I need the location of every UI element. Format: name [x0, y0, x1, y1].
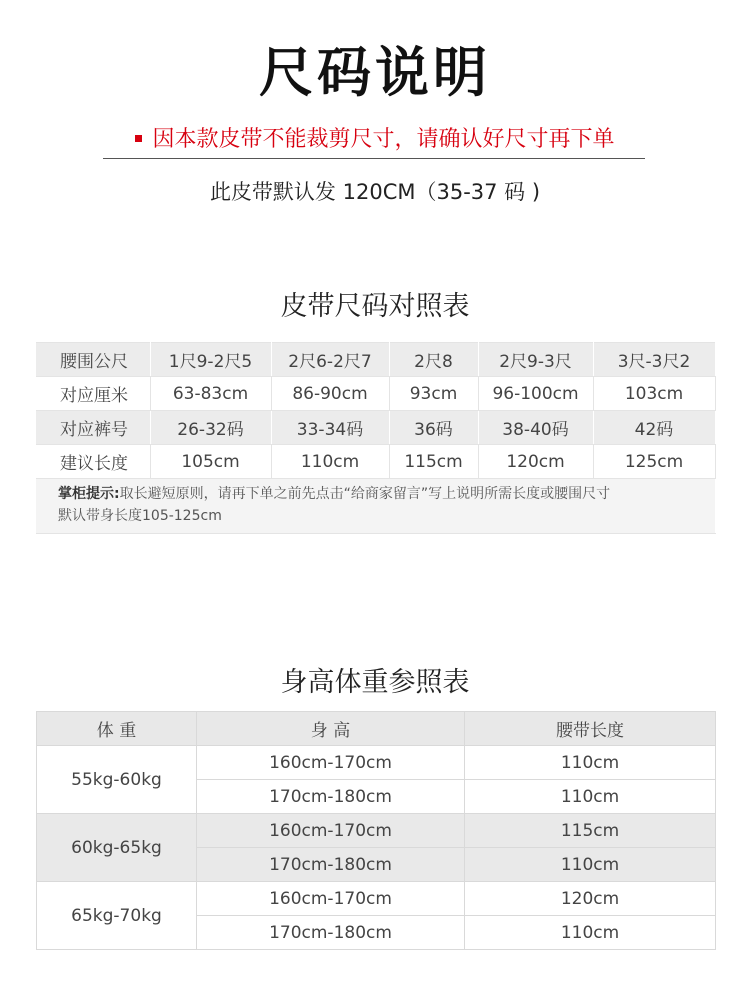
- length-cell: 120cm: [465, 882, 716, 916]
- height-cell: 170cm-180cm: [197, 916, 465, 950]
- table-cell: 1尺9-2尺5: [150, 343, 271, 377]
- page-title: 尺码说明: [259, 41, 491, 104]
- table-cell: 86-90cm: [271, 377, 389, 411]
- weight-cell: 55kg-60kg: [37, 746, 197, 814]
- table-cell: 105cm: [150, 445, 271, 479]
- tip-default-length: 默认带身长度105-125cm: [58, 508, 222, 524]
- row-label: 腰围公尺: [36, 343, 150, 377]
- table-cell: 2尺8: [389, 343, 478, 377]
- shopkeeper-tip: [36, 479, 715, 534]
- height-cell: 170cm-180cm: [197, 848, 465, 882]
- table-cell: 115cm: [389, 445, 478, 479]
- tip-row: [36, 479, 715, 534]
- table-cell: 38-40码: [478, 411, 593, 445]
- row-label: 建议长度: [36, 445, 150, 479]
- column-header-belt-length: 腰带长度: [465, 712, 716, 746]
- column-header-height: 身 高: [197, 712, 465, 746]
- height-cell: 160cm-170cm: [197, 814, 465, 848]
- tip-text: 取长避短原则，请再下单之前先点击“给商家留言”写上说明所需长度或腰围尺寸: [119, 486, 611, 502]
- default-length-note: 此皮带默认发 120CM（35-37 码 ): [209, 180, 541, 204]
- bullet-square-icon: [135, 135, 142, 142]
- length-cell: 110cm: [465, 916, 716, 950]
- height-cell: 160cm-170cm: [197, 882, 465, 916]
- table-cell: 2尺9-3尺: [478, 343, 593, 377]
- table-row: [37, 814, 716, 848]
- column-header-weight: 体 重: [37, 712, 197, 746]
- length-cell: 110cm: [465, 848, 716, 882]
- table-cell: 63-83cm: [150, 377, 271, 411]
- table-cell: 2尺6-2尺7: [271, 343, 389, 377]
- table-row: [37, 882, 716, 916]
- weight-cell: 65kg-70kg: [37, 882, 197, 950]
- size-table-title: 皮带尺码对照表: [280, 291, 470, 322]
- table-cell: 93cm: [389, 377, 478, 411]
- height-weight-table-title: 身高体重参照表: [280, 667, 470, 698]
- row-label: 对应厘米: [36, 377, 150, 411]
- height-cell: 160cm-170cm: [197, 746, 465, 780]
- table-cell: 42码: [593, 411, 715, 445]
- table-cell: 110cm: [271, 445, 389, 479]
- table-cell: 125cm: [593, 445, 715, 479]
- weight-cell: 60kg-65kg: [37, 814, 197, 882]
- table-header-row: [37, 712, 716, 746]
- warning-notice: [0, 122, 750, 153]
- table-row: [37, 746, 716, 780]
- belt-size-table: [36, 342, 716, 534]
- table-row: [36, 343, 715, 377]
- warning-underline: [103, 158, 645, 159]
- row-label: 对应裤号: [36, 411, 150, 445]
- height-weight-table: [36, 711, 716, 950]
- table-cell: 26-32码: [150, 411, 271, 445]
- table-cell: 3尺-3尺2: [593, 343, 715, 377]
- table-cell: 96-100cm: [478, 377, 593, 411]
- height-cell: 170cm-180cm: [197, 780, 465, 814]
- tip-label: 掌柜提示:: [58, 486, 120, 502]
- table-row: [36, 377, 715, 411]
- table-cell: 103cm: [593, 377, 715, 411]
- table-cell: 33-34码: [271, 411, 389, 445]
- table-row: [36, 445, 715, 479]
- table-cell: 120cm: [478, 445, 593, 479]
- table-cell: 36码: [389, 411, 478, 445]
- length-cell: 110cm: [465, 780, 716, 814]
- table-row: [36, 411, 715, 445]
- length-cell: 115cm: [465, 814, 716, 848]
- length-cell: 110cm: [465, 746, 716, 780]
- warning-text: 因本款皮带不能裁剪尺寸，请确认好尺寸再下单: [152, 127, 615, 152]
